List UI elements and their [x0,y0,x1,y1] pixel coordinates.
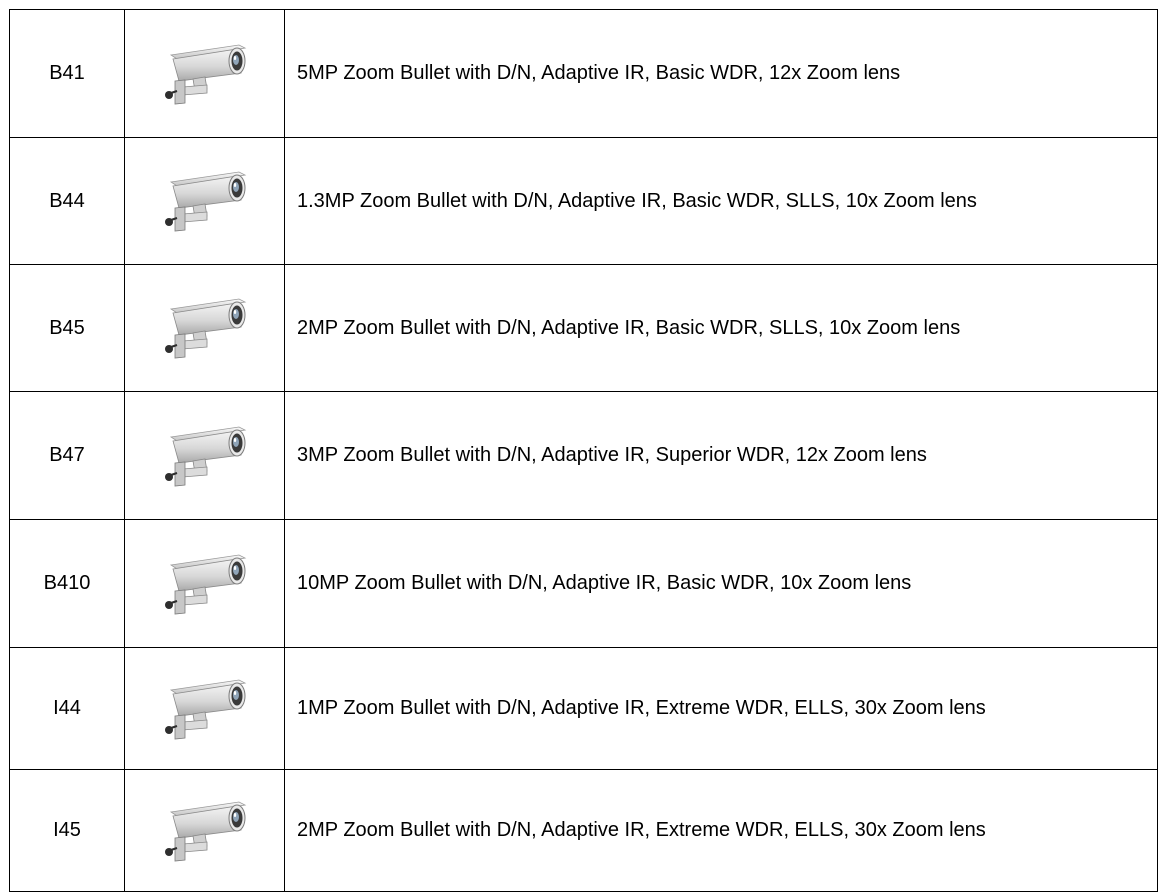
model-cell: B41 [10,10,125,138]
model-cell: B44 [10,138,125,265]
bullet-camera-icon [157,553,253,615]
bullet-camera-icon [157,170,253,232]
bullet-camera-icon [157,297,253,359]
table-row [10,10,1158,138]
description-cell: 2MP Zoom Bullet with D/N, Adaptive IR, Basic WDR, SLLS, 10x Zoom lens [285,265,1158,392]
table-row [10,138,1158,265]
table-row [10,770,1158,892]
model-cell: B47 [10,392,125,520]
product-image-cell [125,648,285,770]
product-image-cell [125,265,285,392]
description-cell: 2MP Zoom Bullet with D/N, Adaptive IR, Extreme WDR, ELLS, 30x Zoom lens [285,770,1158,892]
product-image-cell [125,10,285,138]
product-image-cell [125,392,285,520]
model-cell: B45 [10,265,125,392]
model-cell: I45 [10,770,125,892]
description-cell: 3MP Zoom Bullet with D/N, Adaptive IR, Superior WDR, 12x Zoom lens [285,392,1158,520]
description-cell: 5MP Zoom Bullet with D/N, Adaptive IR, Basic WDR, 12x Zoom lens [285,10,1158,138]
description-cell: 10MP Zoom Bullet with D/N, Adaptive IR, Basic WDR, 10x Zoom lens [285,520,1158,648]
product-table [9,9,1158,892]
bullet-camera-icon [157,43,253,105]
product-image-cell [125,770,285,892]
model-cell: I44 [10,648,125,770]
description-cell: 1MP Zoom Bullet with D/N, Adaptive IR, Extreme WDR, ELLS, 30x Zoom lens [285,648,1158,770]
model-cell: B410 [10,520,125,648]
table-row [10,520,1158,648]
bullet-camera-icon [157,678,253,740]
description-cell: 1.3MP Zoom Bullet with D/N, Adaptive IR, Basic WDR, SLLS, 10x Zoom lens [285,138,1158,265]
table-row [10,648,1158,770]
table-row [10,392,1158,520]
product-image-cell [125,138,285,265]
bullet-camera-icon [157,425,253,487]
table-row [10,265,1158,392]
bullet-camera-icon [157,800,253,862]
product-image-cell [125,520,285,648]
